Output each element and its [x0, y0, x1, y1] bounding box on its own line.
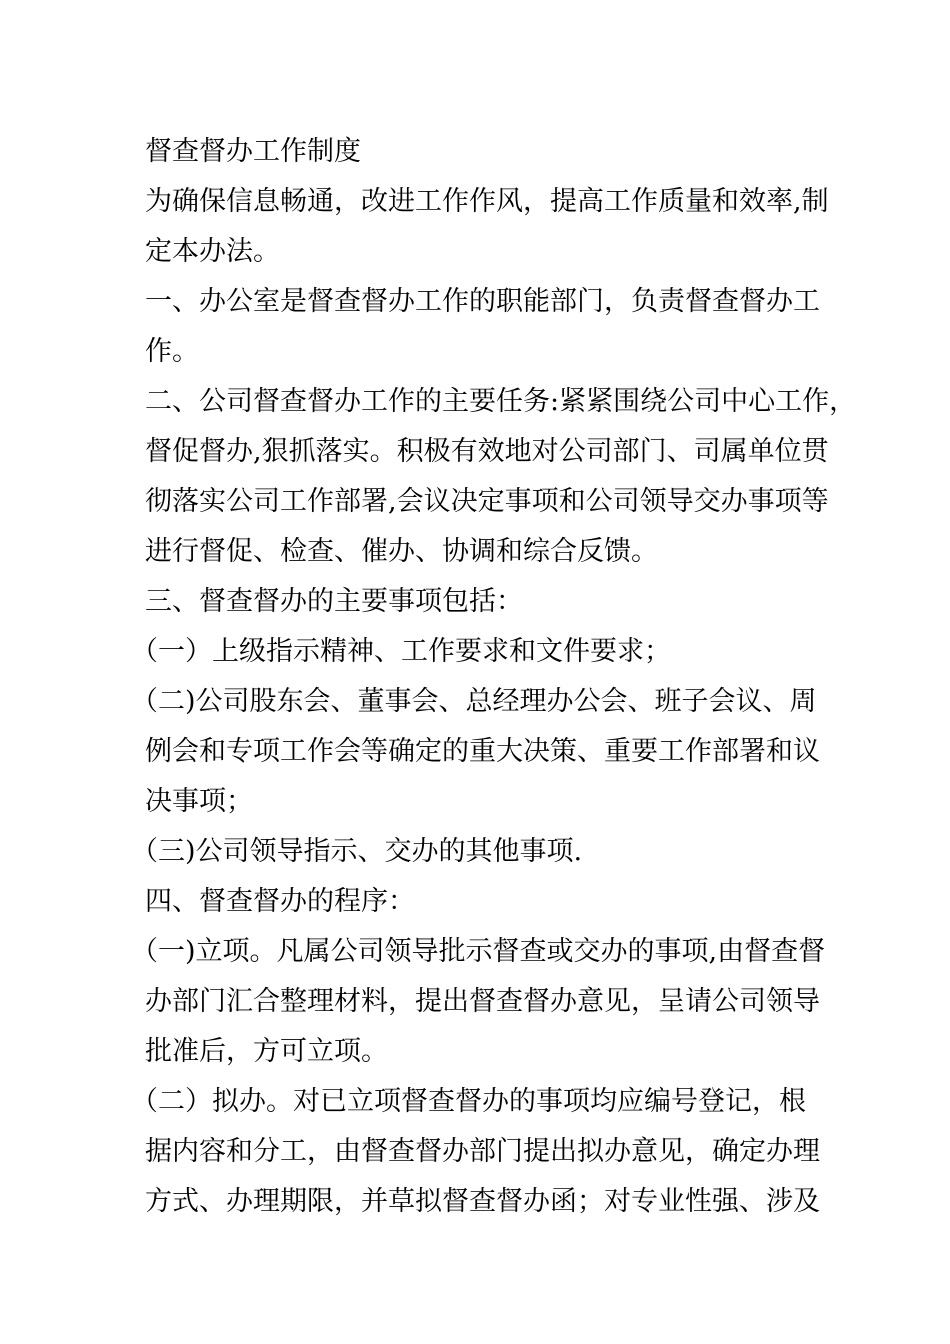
text-line: （二)公司股东会、董事会、总经理办公会、班子会议、周: [131, 686, 817, 717]
text-line: 定本办法。: [145, 236, 280, 267]
document-title: 督查督办工作制度: [145, 136, 361, 167]
text-line: 方式、办理期限，并草拟督查督办函；对专业性强、涉及: [145, 1186, 820, 1217]
text-line: 二、公司督查督办工作的主要任务:紧紧围绕公司中心工作，: [145, 386, 857, 417]
text-line: （二）拟办。对已立项督查督办的事项均应编号登记，根: [131, 1086, 806, 1117]
text-line: （一）上级指示精神、工作要求和文件要求；: [131, 636, 671, 667]
text-line: 四、督查督办的程序：: [145, 886, 415, 917]
text-line: 为确保信息畅通，改进工作作风，提高工作质量和效率,制: [145, 186, 829, 217]
text-line: 一、办公室是督查督办工作的职能部门，负责督查督办工: [145, 286, 820, 317]
text-line: 决事项；: [145, 786, 253, 817]
text-line: 例会和专项工作会等确定的重大决策、重要工作部署和议: [145, 736, 820, 767]
text-line: （三)公司领导指示、交办的其他事项.: [131, 836, 583, 867]
text-line: 批准后，方可立项。: [145, 1036, 388, 1067]
text-line: 作。: [145, 336, 199, 367]
text-line: 据内容和分工，由督查督办部门提出拟办意见，确定办理: [145, 1136, 820, 1167]
text-line: （一)立项。凡属公司领导批示督查或交办的事项,由督查督: [131, 936, 826, 967]
text-line: 办部门汇合整理材料，提出督查督办意见，呈请公司领导: [145, 986, 820, 1017]
text-line: 彻落实公司工作部署,会议决定事项和公司领导交办事项等: [145, 486, 829, 517]
text-line: 督促督办,狠抓落实。积极有效地对公司部门、司属单位贯: [145, 436, 829, 467]
document-page: [131, 127, 857, 1227]
text-line: 三、督查督办的主要事项包括：: [145, 586, 523, 617]
text-line: 进行督促、检查、催办、协调和综合反馈。: [145, 536, 658, 567]
